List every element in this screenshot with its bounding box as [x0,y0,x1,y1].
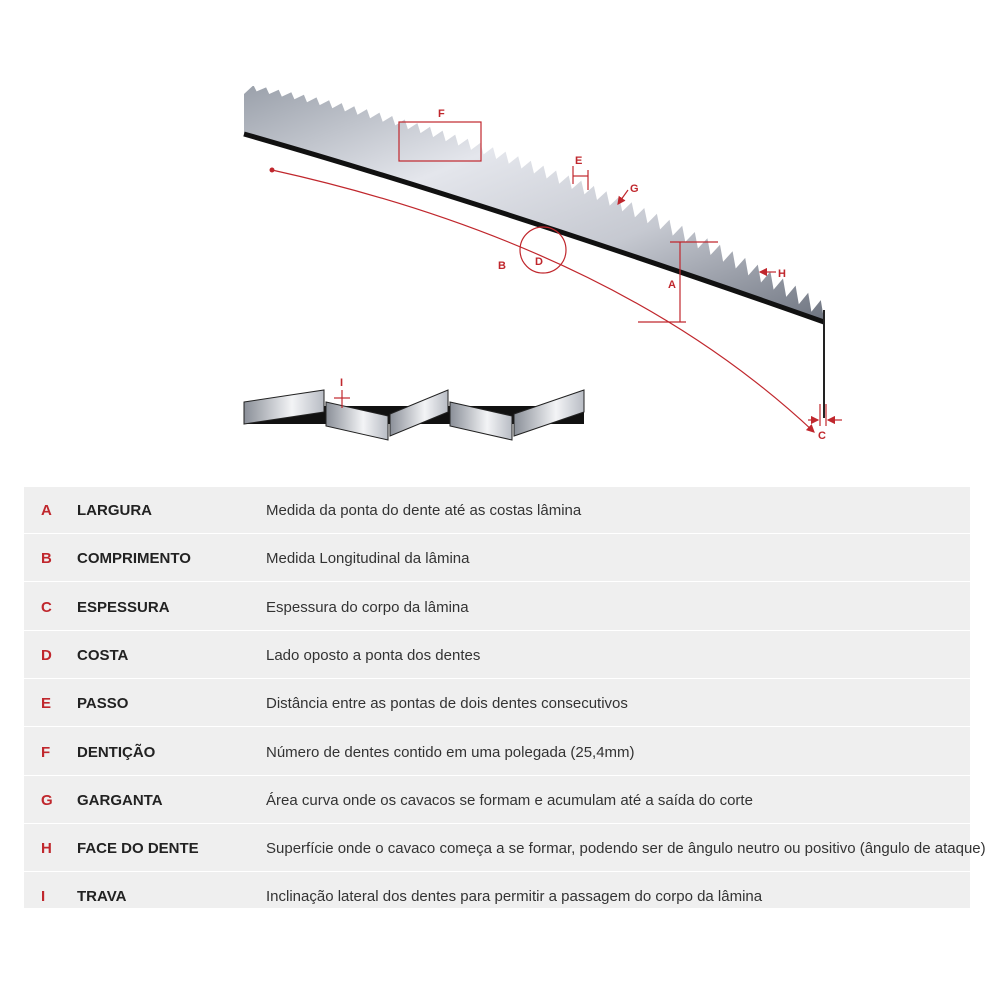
row-letter: G [41,791,53,809]
label-c: C [818,430,826,442]
tooth-set-side-view [244,390,584,440]
row-term: FACE DO DENTE [77,840,199,858]
blade-back-edge [244,134,824,322]
row-description: Número de dentes contido em uma polegada (25,4mm) [266,743,635,761]
table-row [24,584,970,631]
blade-terms-table [24,487,986,908]
row-term: ESPESSURA [77,598,170,616]
label-f: F [438,108,445,120]
row-description: Lado oposto a ponta dos dentes [266,646,481,664]
table-row [24,777,970,824]
gullet-pointer-g [618,190,628,204]
label-g: G [630,183,639,195]
row-term: COSTA [77,646,129,664]
row-description: Espessura do corpo da lâmina [266,598,469,616]
row-term: LARGURA [77,502,152,519]
row-letter: H [41,840,52,858]
row-letter: I [41,888,46,906]
row-description: Medida da ponta do dente até as costas lâmina [266,502,582,519]
row-term: TRAVA [77,888,127,906]
row-letter: C [41,598,52,616]
row-letter: D [41,646,52,664]
row-description: Inclinação lateral dos dentes para permitir a passagem do corpo da lâmina [266,888,763,906]
row-description: Área curva onde os cavacos se formam e acumulam até a saída do corte [266,791,753,809]
row-letter: B [41,550,52,568]
row-term: PASSO [77,695,129,713]
row-letter: A [41,502,52,519]
label-b: B [498,260,506,272]
label-d: D [535,256,543,268]
label-a: A [668,279,676,291]
label-e: E [575,155,583,167]
table-row [24,729,970,776]
band-saw-blade-diagram [236,86,852,442]
label-i: I [340,377,344,389]
label-h: H [778,268,786,280]
row-term: DENTIÇÃO [77,743,156,761]
table-row [24,487,970,534]
table-row [24,873,970,920]
row-term: COMPRIMENTO [77,550,191,568]
row-description: Distância entre as pontas de dois dentes consecutivos [266,695,628,713]
row-letter: E [41,695,52,713]
table-row [24,825,986,872]
row-letter: F [41,743,51,761]
row-term: GARGANTA [77,791,163,809]
row-description: Medida Longitudinal da lâmina [266,550,470,568]
table-row [24,535,970,582]
table-row [24,632,970,679]
row-description: Superfície onde o cavaco começa a se formar, podendo ser de ângulo neutro ou positivo (ângulo de ataque) [266,840,986,858]
table-row [24,680,970,727]
